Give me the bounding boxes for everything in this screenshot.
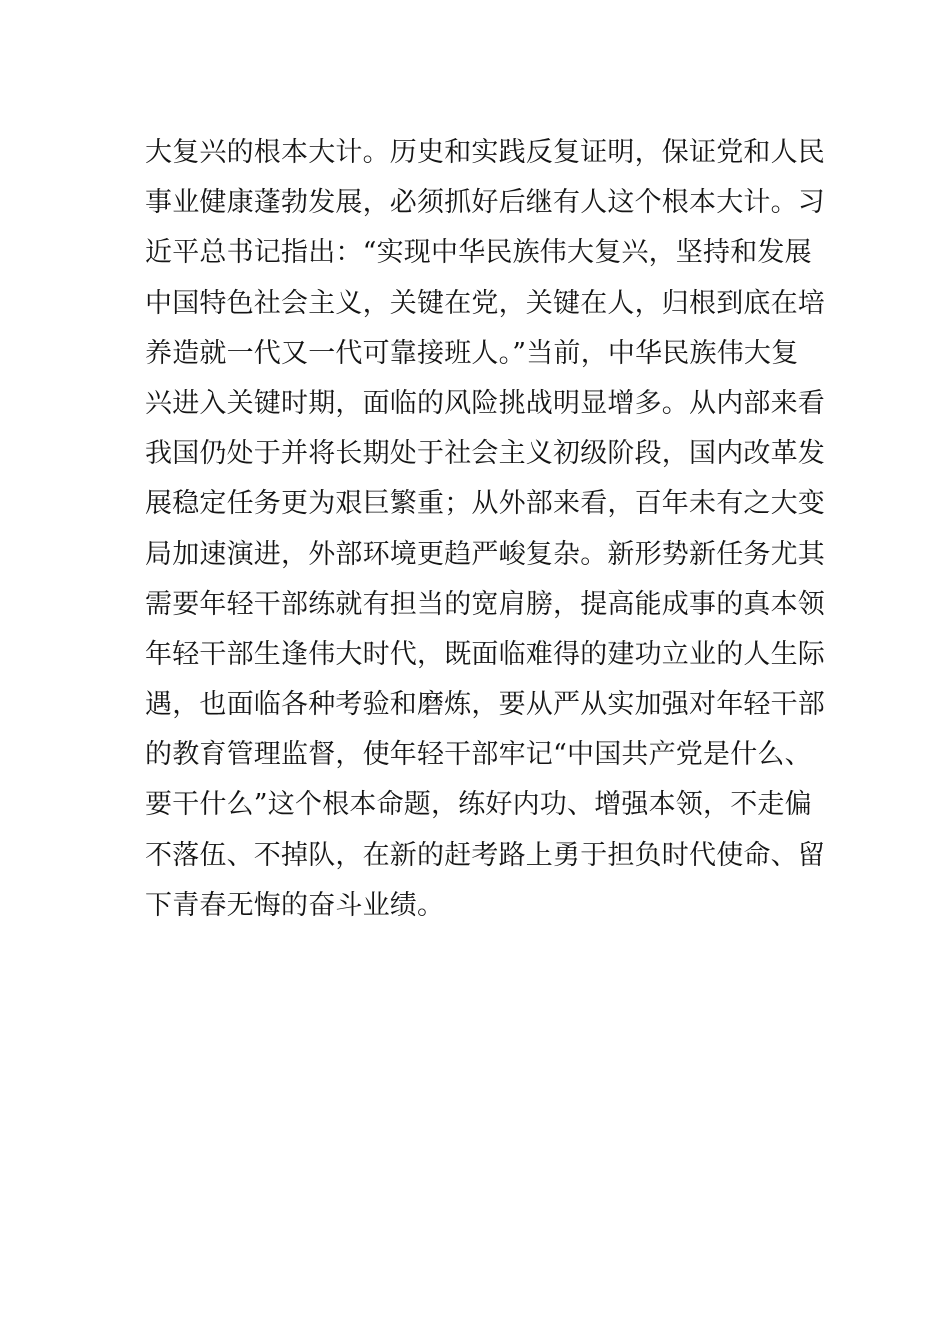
- text-line: 不落伍、不掉队，在新的赶考路上勇于担负时代使命、留: [145, 839, 825, 871]
- text-line: 要干什么”这个根本命题，练好内功、增强本领，不走偏: [145, 789, 812, 821]
- text-line: 大复兴的根本大计。历史和实践反复证明，保证党和人民: [145, 137, 825, 168]
- text-line: 事业健康蓬勃发展，必须抓好后继有人这个根本大计。习: [145, 187, 825, 219]
- text-line: 中国特色社会主义，关键在党，关键在人，归根到底在培: [145, 287, 825, 319]
- text-line: 我国仍处于并将长期处于社会主义初级阶段，国内改革发: [145, 438, 825, 470]
- text-line: 下青春无悔的奋斗业绩。: [145, 889, 445, 921]
- text-line: 养造就一代又一代可靠接班人。”当前，中华民族伟大复: [145, 337, 799, 369]
- text-line: 需要年轻干部练就有担当的宽肩膀，提高能成事的真本领: [145, 588, 825, 620]
- text-line: 展稳定任务更为艰巨繁重；从外部来看，百年未有之大变: [145, 488, 825, 520]
- text-line: 近平总书记指出：“实现中华民族伟大复兴，坚持和发展: [145, 237, 812, 269]
- text-line: 的教育管理监督，使年轻干部牢记“中国共产党是什么、: [145, 739, 812, 771]
- body-paragraph: [145, 128, 825, 931]
- text-line: 遇，也面临各种考验和磨炼，要从严从实加强对年轻干部: [145, 689, 825, 721]
- text-line: 年轻干部生逢伟大时代，既面临难得的建功立业的人生际: [145, 638, 825, 670]
- text-line: 兴进入关键时期，面临的风险挑战明显增多。从内部来看: [145, 387, 825, 419]
- text-line: 局加速演进，外部环境更趋严峻复杂。新形势新任务尤其: [145, 538, 825, 570]
